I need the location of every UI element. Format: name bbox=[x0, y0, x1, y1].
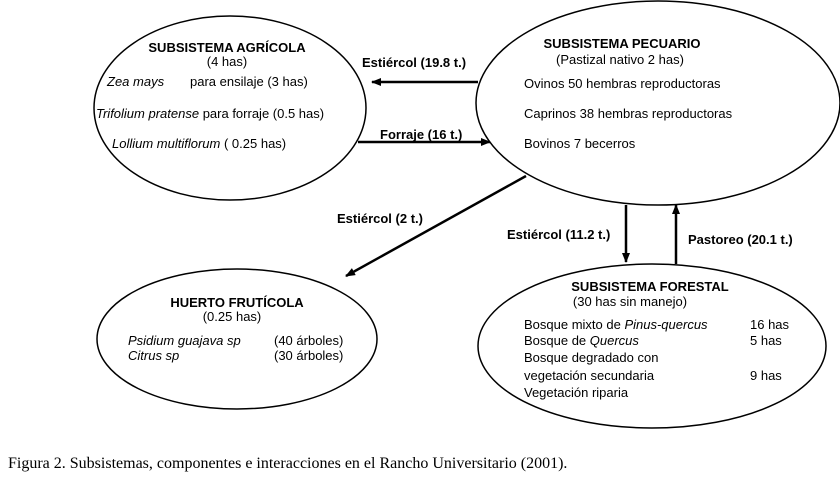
forestal-row-2 bbox=[524, 333, 639, 348]
flow-label-estiercol-agricola: Estiércol (19.8 t.) bbox=[362, 55, 467, 70]
huerto-row-2-count: (30 árboles) bbox=[274, 348, 344, 363]
forestal-row-2-area: 5 has bbox=[750, 333, 782, 348]
forestal-row-1-area: 16 has bbox=[750, 317, 790, 332]
pecuario-ellipse bbox=[476, 1, 840, 205]
forestal-row-5: Vegetación riparia bbox=[524, 385, 629, 400]
flow-label-estiercol-forestal: Estiércol (11.2 t.) bbox=[507, 227, 611, 242]
agricola-line-3-species: Lollium multiflorum bbox=[112, 136, 221, 151]
agricola-line-2 bbox=[96, 106, 324, 121]
flow-label-pastoreo: Pastoreo (20.1 t.) bbox=[688, 232, 793, 247]
forestal-row-1-pre: Bosque mixto de bbox=[524, 317, 625, 332]
flow-label-forraje: Forraje (16 t.) bbox=[380, 127, 463, 142]
agricola-subtitle: (4 has) bbox=[206, 54, 248, 69]
huerto-row-1-count: (40 árboles) bbox=[274, 333, 344, 348]
pecuario-line-2: Caprinos 38 hembras reproductoras bbox=[524, 106, 733, 121]
agricola-title: SUBSISTEMA AGRÍCOLA bbox=[148, 40, 306, 55]
arrow-estiercol-to-huerto bbox=[346, 176, 526, 276]
agricola-line-3-rest: ( 0.25 has) bbox=[220, 136, 287, 151]
pecuario-subtitle: (Pastizal nativo 2 has) bbox=[556, 52, 684, 67]
agricola-line-1-rest: para ensilaje (3 has) bbox=[190, 74, 308, 89]
forestal-row-1 bbox=[524, 317, 708, 332]
huerto-row-1-species: Psidium guajava sp bbox=[128, 333, 241, 348]
huerto-title: HUERTO FRUTÍCOLA bbox=[170, 295, 304, 310]
forestal-row-4: vegetación secundaria bbox=[524, 368, 655, 383]
forestal-row-2-species: Quercus bbox=[589, 333, 639, 348]
agricola-line-1-species: Zea mays bbox=[107, 74, 165, 89]
flow-label-estiercol-huerto: Estiércol (2 t.) bbox=[337, 211, 423, 226]
forestal-subtitle: (30 has sin manejo) bbox=[572, 294, 688, 309]
forestal-row-4-area: 9 has bbox=[750, 368, 782, 383]
huerto-subtitle: (0.25 has) bbox=[202, 309, 262, 324]
figure-caption: Figura 2. Subsistemas, componentes e interacciones en el Rancho Universitario (2001). bbox=[8, 455, 568, 472]
agricola-line-2-species: Trifolium pratense bbox=[96, 106, 200, 121]
huerto-row-2-species: Citrus sp bbox=[128, 348, 180, 363]
agricola-line-3 bbox=[112, 136, 286, 151]
agricola-line-2-rest: para forraje (0.5 has) bbox=[199, 106, 325, 121]
pecuario-line-3: Bovinos 7 becerros bbox=[524, 136, 636, 151]
pecuario-line-1: Ovinos 50 hembras reproductoras bbox=[524, 76, 721, 91]
forestal-row-1-species: Pinus-quercus bbox=[624, 317, 708, 332]
agricola-line-1 bbox=[106, 74, 308, 89]
forestal-title: SUBSISTEMA FORESTAL bbox=[571, 279, 729, 294]
forestal-row-3: Bosque degradado con bbox=[524, 350, 659, 365]
forestal-row-2-pre: Bosque de bbox=[524, 333, 590, 348]
pecuario-title: SUBSISTEMA PECUARIO bbox=[543, 36, 701, 51]
